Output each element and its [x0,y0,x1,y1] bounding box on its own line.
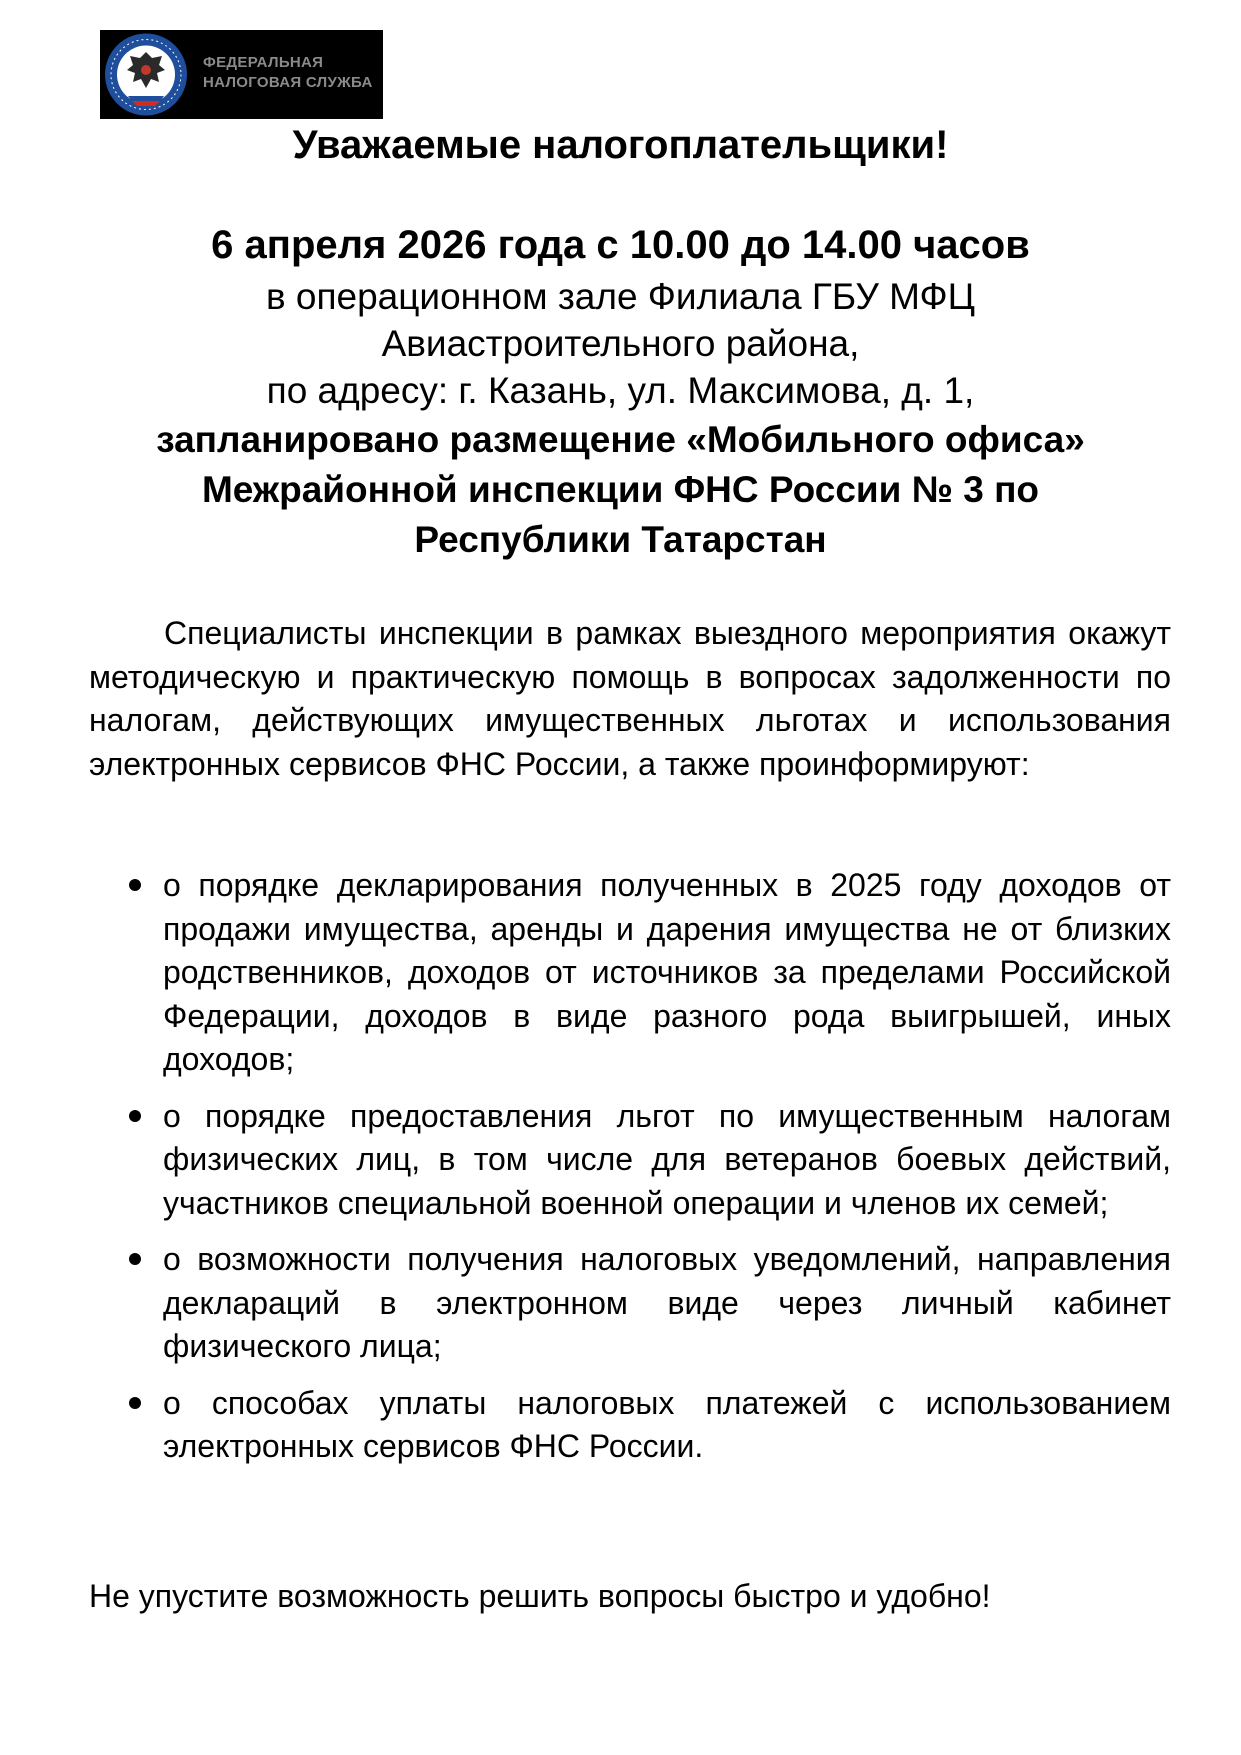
topics-list [163,864,1171,1482]
venue-block [0,273,1241,414]
list-item-text: о порядке предоставления льгот по имущественным налогам физических лиц, в том числе для ветеранов боевых действий, участников специальной военной операции и членов их семей; [163,1097,1171,1221]
venue-line-1: в операционном зале Филиала ГБУ МФЦ [265,276,976,317]
venue-address: по адресу: г. Казань, ул. Максимова, д. 1, [266,370,975,411]
closing-line: Не упустите возможность решить вопросы быстро и удобно! [89,1578,991,1614]
announcement-line-3: Республики Татарстан [414,519,827,560]
list-item [163,1095,1171,1226]
list-item [163,864,1171,1082]
bullet-icon [129,1253,141,1265]
list-item-text: о возможности получения налоговых уведомлений, направления деклараций в электронном виде через личный кабинет физического лица; [163,1241,1171,1364]
list-item [163,1382,1171,1469]
list-item-text: о порядке декларирования полученных в 2025 году доходов от продажи имущества, аренды и дарения имущества не от близких родственников, доходов от источников за пределами Российской Федерации, доходов в виде разного рода выигрышей, иных доходов; [163,867,1171,1077]
list-item [163,1238,1171,1369]
announcement-line-1: запланировано размещение «Мобильного офиса» [156,419,1085,460]
announcement-block [0,415,1241,565]
logo-line-1: ФЕДЕРАЛЬНАЯ [203,54,324,71]
announcement-line-2: Межрайонной инспекции ФНС России № 3 по [201,469,1040,510]
greeting-heading: Уважаемые налогоплательщики! [292,123,949,167]
bullet-icon [129,1397,141,1409]
logo-line-2: НАЛОГОВАЯ СЛУЖБА [203,74,373,91]
list-item-text: о способах уплаты налоговых платежей с использованием электронных сервисов ФНС России. [163,1384,1171,1464]
bullet-icon [129,879,141,891]
venue-line-2: Авиастроительного района, [381,323,860,364]
bullet-icon [129,1110,141,1122]
intro-paragraph: Специалисты инспекции в рамках выездного мероприятия окажут методическую и практическую помощь в вопросах задолженности по налогам, действующих имущественных льготах и использования электронных сервисов ФНС России, а также проинформируют: [89,615,1171,782]
event-datetime: 6 апреля 2026 года с 10.00 до 14.00 часов [211,223,1030,267]
fns-logo [100,30,383,119]
fns-emblem-icon [100,30,192,119]
